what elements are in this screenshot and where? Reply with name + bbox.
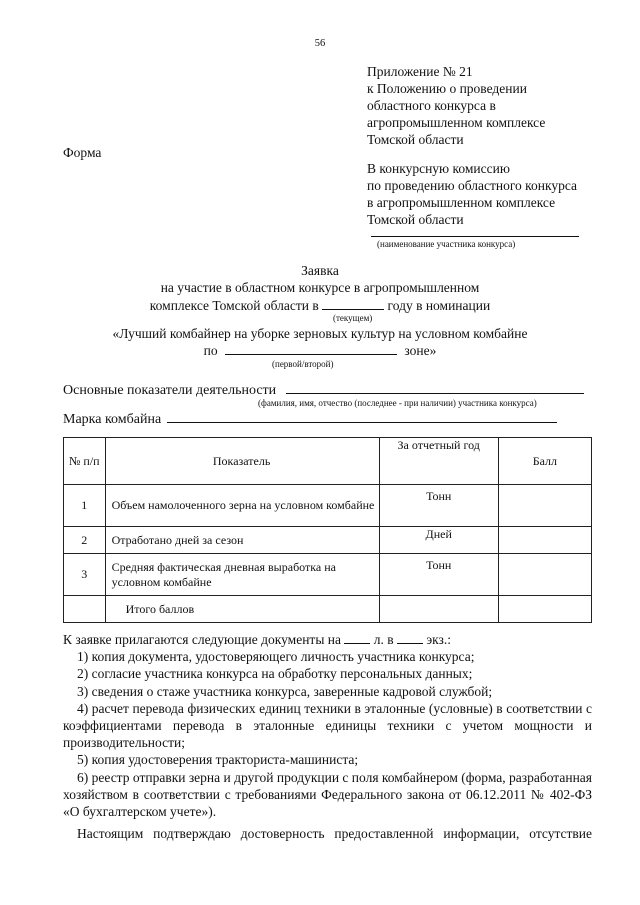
copies-input-line[interactable] [397, 631, 423, 644]
row-indicator: Средняя фактическая дневная выработка на условном комбайне [105, 554, 379, 596]
brand-row [63, 410, 592, 428]
zone-prefix: по [203, 343, 218, 358]
table-header-row [64, 438, 592, 485]
commission-line: В конкурсную комиссию [367, 161, 510, 176]
appendix-line: областного конкурса в [367, 98, 496, 113]
appendix-line: Томской области [367, 132, 464, 147]
row-indicator: Объем намолоченного зерна на условном комбайне [105, 485, 379, 527]
header-period: За отчетный год [379, 438, 498, 485]
documents-section [63, 631, 592, 820]
row-num: 1 [64, 485, 106, 527]
documents-intro-pre: К заявке прилагаются следующие документы на [63, 632, 341, 647]
nomination-line: «Лучший комбайнер на уборке зерновых культур на условном комбайне [112, 326, 528, 341]
documents-intro [63, 631, 592, 648]
total-score-cell[interactable] [498, 596, 591, 623]
form-label: Форма [63, 145, 102, 160]
documents-intro-post: экз.: [426, 632, 452, 647]
confirmation-text: Настоящим подтверждаю достоверность предоставленной информации, отсутствие [77, 826, 592, 841]
table-row [64, 485, 592, 527]
participant-name-caption: (наименование участника конкурса) [377, 239, 516, 249]
commission-line: в агропромышленном комплексе [367, 195, 556, 210]
row-score-cell[interactable] [498, 527, 591, 554]
row-indicator: Отработано дней за сезон [105, 527, 379, 554]
year-line-prefix: комплексе Томской области в [149, 298, 319, 313]
commission-line: Томской области [367, 212, 464, 227]
total-period-cell [379, 596, 498, 623]
indicators-row [63, 381, 592, 399]
year-caption: (текущем) [333, 313, 373, 323]
appendix-line: агропромышленном комплексе [367, 115, 546, 130]
document-item: 1) копия документа, удостоверяющего личность участника конкурса; [77, 649, 475, 665]
row-num: 3 [64, 554, 106, 596]
total-label: Итого баллов [105, 596, 379, 623]
documents-intro-mid: л. в [373, 632, 394, 647]
document-item: 2) согласие участника конкурса на обработку персональных данных; [77, 666, 473, 682]
document-item: 4) расчет перевода физических единиц техники в эталонные (условные) в соответствии с коэффициентами перевода в эталонные единицы техники с учетом мощности и производительности; [63, 700, 592, 751]
zone-input-line[interactable] [225, 342, 397, 355]
brand-label: Марка комбайна [63, 412, 162, 427]
commission-block [367, 160, 577, 228]
table-row [64, 527, 592, 554]
indicators-caption: (фамилия, имя, отчество (последнее - при наличии) участника конкурса) [258, 398, 537, 408]
commission-line: по проведению областного конкурса [367, 178, 578, 193]
appendix-line: Приложение № 21 [367, 64, 473, 79]
year-input-line[interactable] [322, 297, 384, 310]
zone-caption: (первой/второй) [272, 359, 334, 369]
document-item: 5) копия удостоверения тракториста-машиниста; [77, 752, 359, 768]
brand-input-line[interactable] [167, 410, 557, 423]
header-score: Балл [498, 438, 591, 485]
indicators-label: Основные показатели деятельности [63, 383, 277, 398]
indicators-table [63, 437, 592, 623]
page-number: 56 [314, 38, 326, 49]
table-row [64, 554, 592, 596]
pages-input-line[interactable] [344, 631, 370, 644]
row-unit: Дней [379, 527, 498, 554]
row-unit: Тонн [379, 485, 498, 527]
row-score-cell[interactable] [498, 485, 591, 527]
row-score-cell[interactable] [498, 554, 591, 596]
appendix-block [367, 63, 545, 148]
header-indicator: Показатель [105, 438, 379, 485]
application-line-1: на участие в областном конкурсе в агропромышленном [160, 280, 480, 295]
participant-name-line[interactable] [371, 236, 579, 237]
application-heading: Заявка [301, 263, 339, 278]
row-num: 2 [64, 527, 106, 554]
zone-suffix: зоне» [404, 343, 437, 358]
header-num: № п/п [64, 438, 106, 485]
document-item: 6) реестр отправки зерна и другой продукции с поля комбайнером (форма, разработанная хозяйством в соответствии с требованиями Федерального закона от 06.12.2011 № 402-ФЗ «О бухгалтерском учете»). [63, 769, 592, 820]
year-line-suffix: году в номинации [387, 298, 491, 313]
appendix-line: к Положению о проведении [367, 81, 527, 96]
indicators-input-line[interactable] [286, 381, 584, 394]
application-line-2 [0, 297, 640, 314]
table-total-row [64, 596, 592, 623]
document-item: 3) сведения о стаже участника конкурса, заверенные кадровой службой; [77, 683, 493, 699]
row-unit: Тонн [379, 554, 498, 596]
zone-line [0, 342, 640, 359]
total-num-cell [64, 596, 106, 623]
